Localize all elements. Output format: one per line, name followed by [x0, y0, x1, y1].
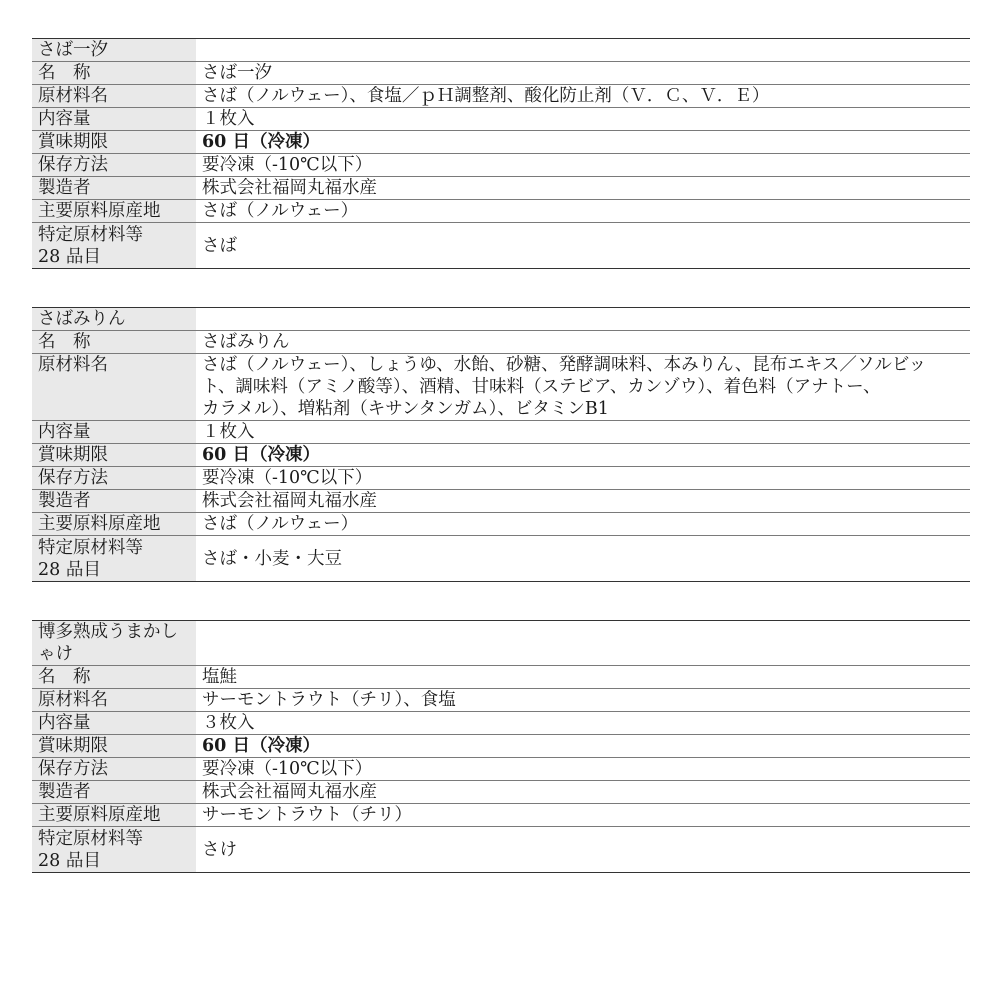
- row-value: サーモントラウト（チリ）: [196, 804, 970, 827]
- row-value: サーモントラウト（チリ）、食塩: [196, 689, 970, 712]
- row-ingredients: [32, 85, 970, 108]
- row-value: 60 日（冷凍）: [196, 735, 970, 758]
- row-storage: [32, 467, 970, 490]
- row-allergens: [32, 827, 970, 873]
- row-value: さば（ノルウェー）: [196, 513, 970, 536]
- row-label: 主要原料原産地: [32, 804, 196, 827]
- row-quantity: [32, 108, 970, 131]
- row-origin: [32, 200, 970, 223]
- row-label: 特定原材料等 28 品目: [32, 223, 196, 269]
- row-origin: [32, 804, 970, 827]
- row-label: 特定原材料等 28 品目: [32, 536, 196, 582]
- row-name: [32, 331, 970, 354]
- row-manufacturer: [32, 177, 970, 200]
- row-value: 株式会社福岡丸福水産: [196, 177, 970, 200]
- row-origin: [32, 513, 970, 536]
- row-best-before: [32, 444, 970, 467]
- row-allergens: [32, 223, 970, 269]
- row-label: 特定原材料等 28 品目: [32, 827, 196, 873]
- row-label: 製造者: [32, 177, 196, 200]
- row-label: 賞味期限: [32, 444, 196, 467]
- row-label: 賞味期限: [32, 131, 196, 154]
- row-label: 原材料名: [32, 354, 196, 421]
- row-label: 主要原料原産地: [32, 513, 196, 536]
- row-value: 塩鮭: [196, 666, 970, 689]
- row-value: 要冷凍（-10℃以下）: [196, 154, 970, 177]
- row-value: さば（ノルウェー）: [196, 200, 970, 223]
- row-value: 株式会社福岡丸福水産: [196, 781, 970, 804]
- row-allergens: [32, 536, 970, 582]
- row-storage: [32, 758, 970, 781]
- row-value: さば・小麦・大豆: [196, 536, 970, 582]
- row-label: 主要原料原産地: [32, 200, 196, 223]
- row-label: 名 称: [32, 331, 196, 354]
- row-label: 製造者: [32, 781, 196, 804]
- row-label: 内容量: [32, 712, 196, 735]
- label-table-shake: [32, 620, 970, 873]
- row-label: 内容量: [32, 421, 196, 444]
- row-manufacturer: [32, 490, 970, 513]
- row-ingredients: [32, 689, 970, 712]
- row-ingredients: [32, 354, 970, 421]
- row-value: さば（ノルウェー）、食塩／ｐＨ調整剤、酸化防止剤（Ｖ．Ｃ、Ｖ．Ｅ）: [196, 85, 970, 108]
- row-value: さばみりん: [196, 331, 970, 354]
- row-manufacturer: [32, 781, 970, 804]
- row-value: 株式会社福岡丸福水産: [196, 490, 970, 513]
- section-title: さばみりん: [32, 308, 196, 331]
- row-label: 保存方法: [32, 758, 196, 781]
- row-label: 賞味期限: [32, 735, 196, 758]
- row-value: さば: [196, 223, 970, 269]
- section-title-row: [32, 39, 970, 62]
- row-best-before: [32, 735, 970, 758]
- row-value: さば（ノルウェー）、しょうゆ、水飴、砂糖、発酵調味料、本みりん、昆布エキス／ソルビッ ト、調味料（アミノ酸等）、酒精、甘味料（ステビア、カンゾウ）、着色料（アナトー、 カラメル）、増粘剤（キサンタンガム）、ビタミンB1: [196, 354, 970, 421]
- label-table-saba-mirin: [32, 307, 970, 582]
- row-value: １枚入: [196, 108, 970, 131]
- row-name: [32, 62, 970, 85]
- label-table-saba-ichishio: [32, 38, 970, 269]
- product-labels: [32, 38, 970, 873]
- row-best-before: [32, 131, 970, 154]
- row-value: さば一汐: [196, 62, 970, 85]
- row-quantity: [32, 712, 970, 735]
- section-title-row: [32, 308, 970, 331]
- row-value: 要冷凍（-10℃以下）: [196, 467, 970, 490]
- row-value: 要冷凍（-10℃以下）: [196, 758, 970, 781]
- row-value: 60 日（冷凍）: [196, 444, 970, 467]
- row-label: 保存方法: [32, 467, 196, 490]
- section-title: さば一汐: [32, 39, 196, 62]
- row-label: 原材料名: [32, 689, 196, 712]
- row-label: 製造者: [32, 490, 196, 513]
- row-value: ３枚入: [196, 712, 970, 735]
- row-label: 名 称: [32, 666, 196, 689]
- row-quantity: [32, 421, 970, 444]
- row-name: [32, 666, 970, 689]
- row-label: 保存方法: [32, 154, 196, 177]
- row-label: 内容量: [32, 108, 196, 131]
- row-label: 名 称: [32, 62, 196, 85]
- row-label: 原材料名: [32, 85, 196, 108]
- section-title-row: [32, 621, 970, 666]
- row-value: さけ: [196, 827, 970, 873]
- row-value: １枚入: [196, 421, 970, 444]
- row-value: 60 日（冷凍）: [196, 131, 970, 154]
- row-storage: [32, 154, 970, 177]
- section-title: 博多熟成うまかしゃけ: [32, 621, 196, 666]
